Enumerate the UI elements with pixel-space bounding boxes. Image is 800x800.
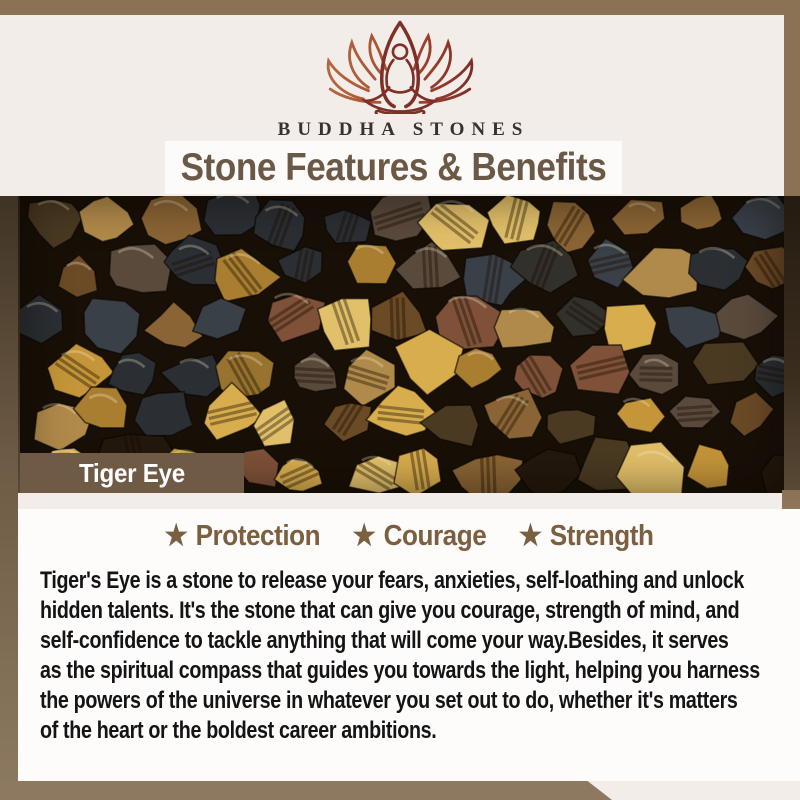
benefit-label: Protection <box>195 520 321 552</box>
benefits-row <box>57 518 761 553</box>
benefit-label: Courage <box>383 520 487 552</box>
benefit-item-courage <box>353 518 487 553</box>
content-card <box>18 509 800 781</box>
page-title: Stone Features & Benefits <box>180 145 607 189</box>
star-icon: ★ <box>518 520 542 552</box>
description-line: the powers of the universe in whatever you set out to do, whether it's matters <box>40 687 738 714</box>
description-line: as the spiritual compass that guides you towards the light, helping you harness <box>40 657 760 684</box>
star-icon: ★ <box>164 520 188 552</box>
left-border <box>0 196 18 800</box>
star-icon: ★ <box>352 520 376 552</box>
top-border <box>0 0 800 15</box>
stone-name-label <box>20 453 244 493</box>
benefit-label: Strength <box>549 520 654 552</box>
logo-block <box>0 16 800 141</box>
stone-name: Tiger Eye <box>79 457 185 488</box>
benefit-item-strength <box>519 518 654 553</box>
description-line: hidden talents. It's the stone that can give you courage, strength of mind, and <box>40 597 740 624</box>
tiger-eye-stones-image <box>20 196 784 493</box>
lotus-meditation-icon <box>308 16 492 114</box>
description-text <box>40 566 800 746</box>
benefit-item-protection <box>165 518 321 553</box>
bottom-ribbon <box>0 781 612 800</box>
section-banner <box>165 141 622 194</box>
brand-name: BUDDHA STONES <box>277 119 530 140</box>
description-line: self-confidence to tackle anything that will come your way.Besides, it serves <box>40 627 729 654</box>
description-line: Tiger's Eye is a stone to release your fears, anxieties, self-loathing and unlock <box>40 567 744 594</box>
description-line: of the heart or the boldest career ambitions. <box>40 717 437 744</box>
stone-photo <box>18 196 800 493</box>
